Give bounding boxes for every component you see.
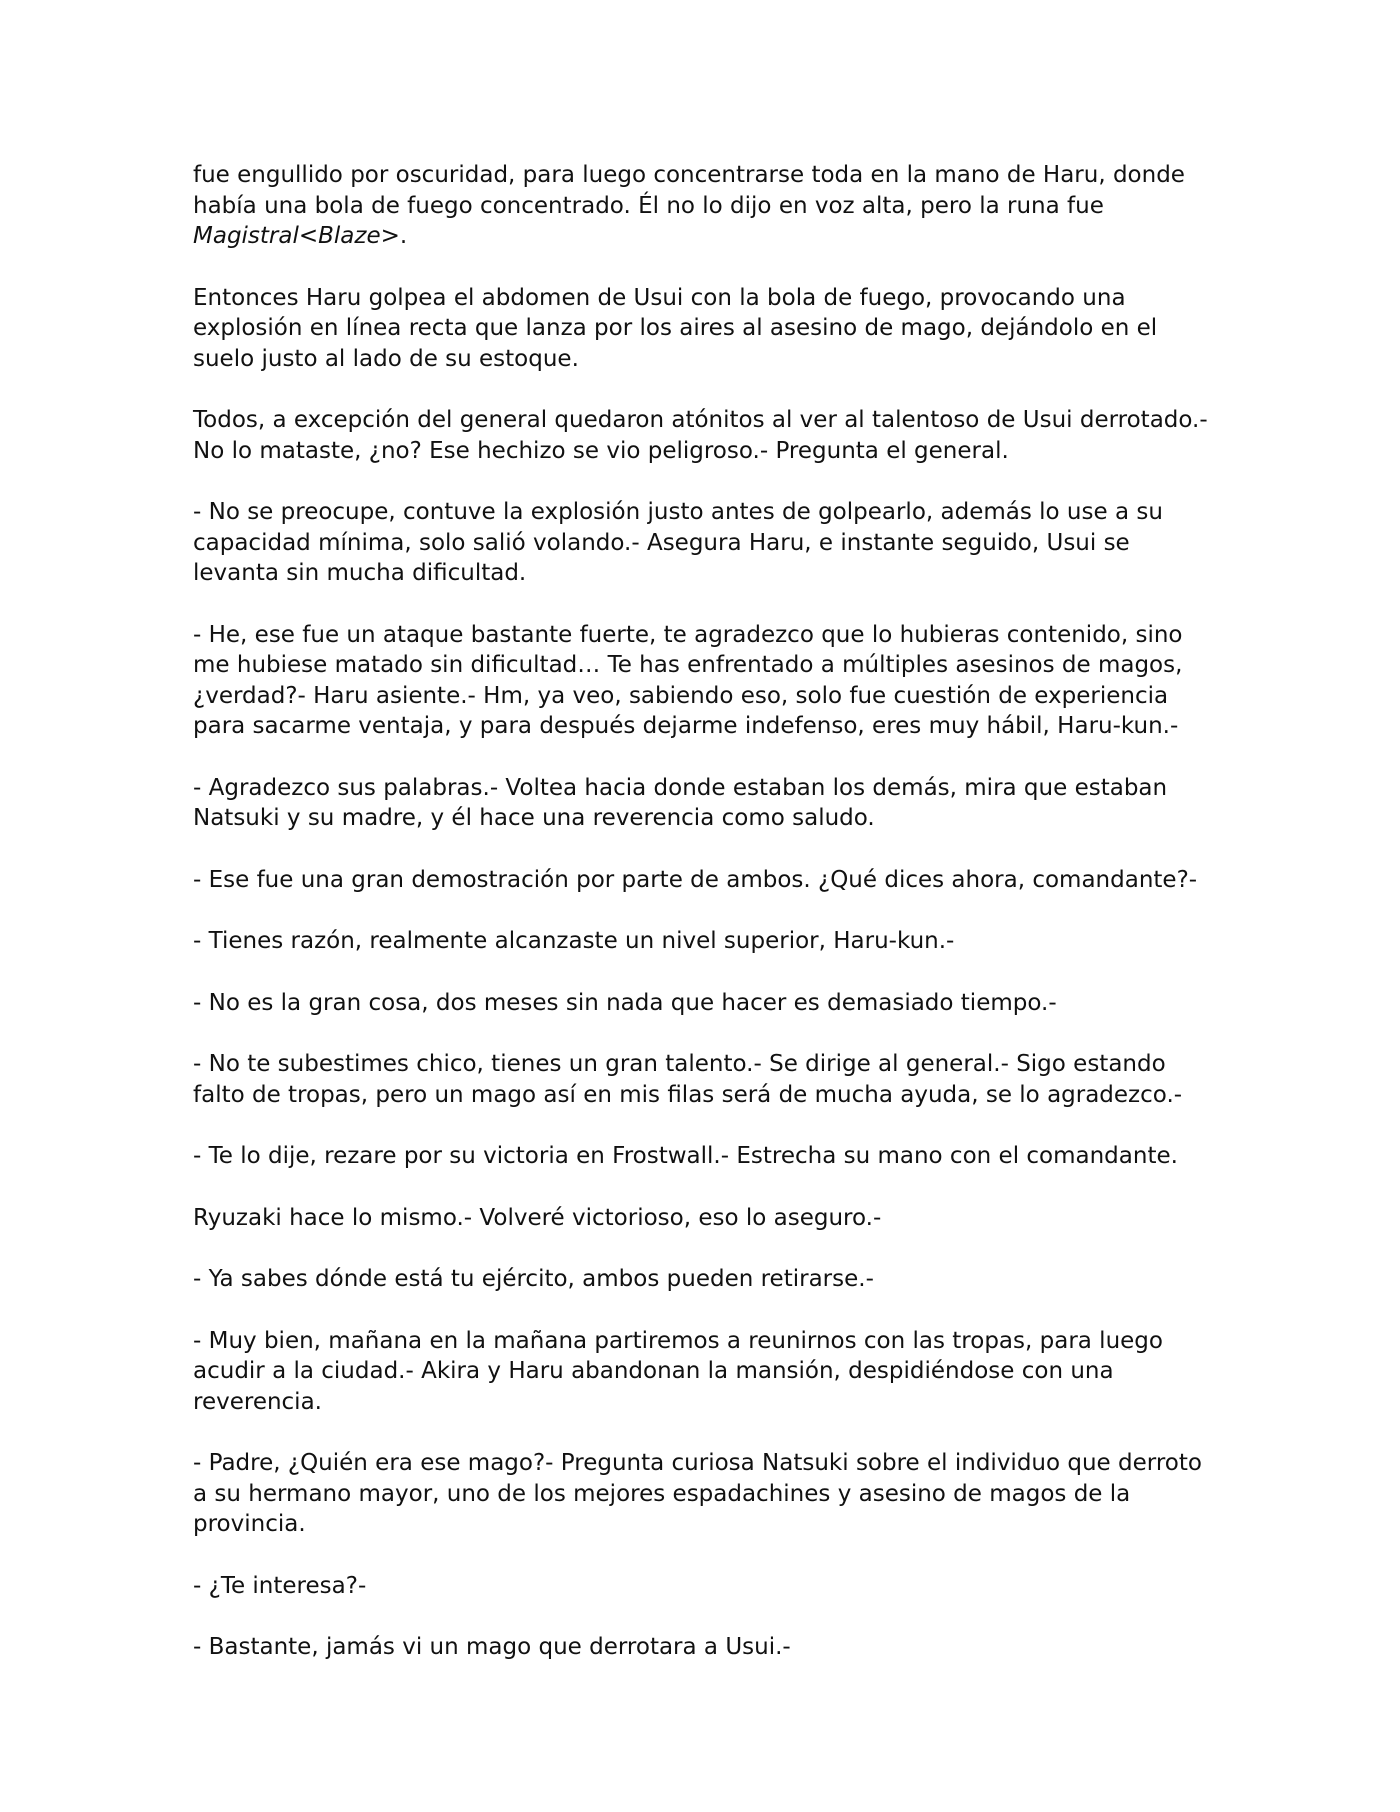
paragraph-16: - ¿Te interesa?- <box>193 1572 367 1599</box>
paragraph-8: - Tienes razón, realmente alcanzaste un nivel superior, Haru-kun.- <box>193 928 955 954</box>
paragraph-1 <box>193 160 1213 252</box>
body-text <box>193 160 1213 1694</box>
paragraph-13: - Ya sabes dónde está tu ejército, ambos pueden retirarse.- <box>193 1266 874 1292</box>
paragraph-1-text: fue engullido por oscuridad, para luego concentrarse toda en la mano de Haru, donde había una bola de fuego concentrado. Él no lo dijo en voz alta, pero la runa fue <box>193 162 1185 219</box>
paragraph-17: - Bastante, jamás vi un mago que derrotara a Usui.- <box>193 1634 791 1660</box>
paragraph-7: - Ese fue una gran demostración por parte de ambos. ¿Qué dices ahora, comandante?- <box>193 866 1198 893</box>
paragraph-5: - He, ese fue un ataque bastante fuerte, te agradezco que lo hubieras contenido, sino me hubiese matado sin dificultad… Te has enfrentado a múltiples asesinos de magos, ¿verdad?- Haru asiente.- Hm, ya veo, sabiendo eso, solo fue cuestión de experiencia para sacarme ventaja, y para después dejarme indefenso, eres muy hábil, Haru-kun.- <box>193 621 1183 739</box>
rune-name: Magistral<Blaze> <box>193 223 400 249</box>
paragraph-1-end: . <box>399 223 408 249</box>
paragraph-12: Ryuzaki hace lo mismo.- Volveré victorioso, eso lo aseguro.- <box>193 1204 882 1231</box>
paragraph-3: Todos, a excepción del general quedaron atónitos al ver al talentoso de Usui derrotado.- No lo mataste, ¿no? Ese hechizo se vio peligroso.- Pregunta el general. <box>193 407 1208 464</box>
paragraph-6: - Agradezco sus palabras.- Voltea hacia donde estaban los demás, mira que estaban Natsuki y su madre, y él hace una reverencia como saludo. <box>193 774 1168 831</box>
paragraph-10: - No te subestimes chico, tienes un gran talento.- Se dirige al general.- Sigo estando falto de tropas, pero un mago así en mis filas será de mucha ayuda, se lo agradezco.- <box>193 1051 1183 1108</box>
paragraph-14: - Muy bien, mañana en la mañana partiremos a reunirnos con las tropas, para luego acudir a la ciudad.- Akira y Haru abandonan la mansión, despidiéndose con una reverencia. <box>193 1327 1163 1415</box>
paragraph-11: - Te lo dije, rezare por su victoria en Frostwall.- Estrecha su mano con el comandante. <box>193 1143 1178 1169</box>
paragraph-9: - No es la gran cosa, dos meses sin nada que hacer es demasiado tiempo.- <box>193 989 1057 1016</box>
paragraph-2: Entonces Haru golpea el abdomen de Usui con la bola de fuego, provocando una explosión en línea recta que lanza por los aires al asesino de mago, dejándolo en el suelo justo al lado de su estoque. <box>193 284 1158 372</box>
paragraph-4: - No se preocupe, contuve la explosión justo antes de golpearlo, además lo use a su capacidad mínima, solo salió volando.- Asegura Haru, e instante seguido, Usui se levanta sin mucha dificultad. <box>193 499 1163 586</box>
paragraph-15: - Padre, ¿Quién era ese mago?- Pregunta curiosa Natsuki sobre el individuo que derroto a su hermano mayor, uno de los mejores espadachines y asesino de magos de la provincia. <box>193 1450 1202 1537</box>
